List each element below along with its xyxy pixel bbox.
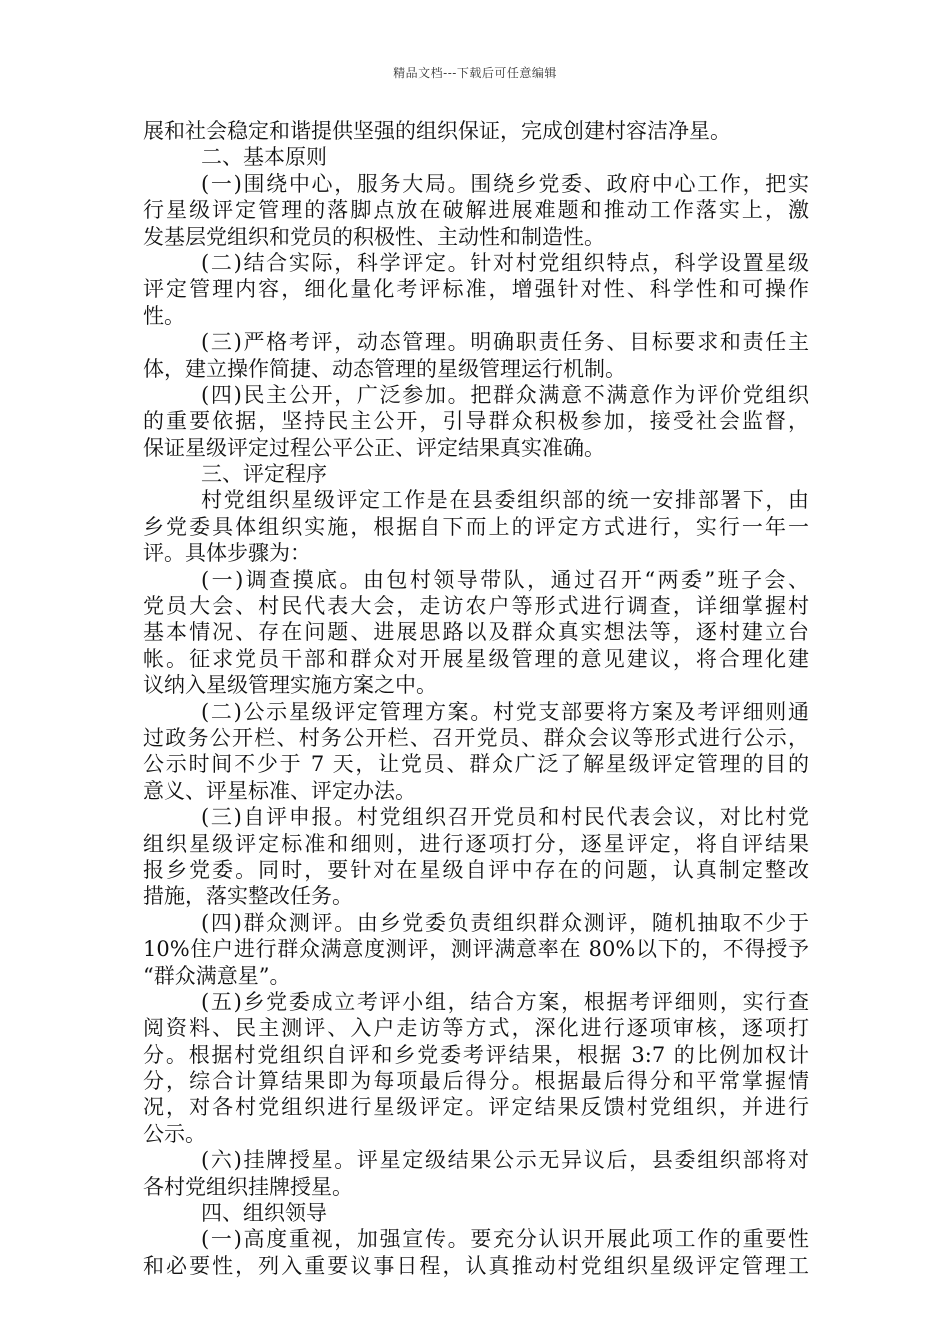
text-line: 报乡党委。同时，要针对在星级自评中存在的问题，认真制定整改 — [143, 857, 809, 882]
text-line: (一)高度重视，加强宣传。要充分认识开展此项工作的重要性 — [201, 1227, 809, 1252]
text-line: 阅资料、民主测评、入户走访等方式，深化进行逐项审核，逐项打 — [143, 1016, 809, 1041]
text-line: 各村党组织挂牌授星。 — [143, 1174, 353, 1199]
text-line: 组织星级评定标准和细则，进行逐项打分，逐星评定，将自评结果 — [143, 831, 809, 856]
text-line: 过政务公开栏、村务公开栏、召开党员、群众会议等形式进行公示， — [143, 725, 809, 750]
text-line: 的重要依据，坚持民主公开，引导群众积极参加，接受社会监督， — [143, 409, 809, 434]
text-line: 帐。征求党员干部和群众对开展星级管理的意见建议，将合理化建 — [143, 646, 809, 671]
text-line: 10%住户进行群众满意度测评，测评满意率在 80%以下的，不得授予 — [143, 937, 809, 962]
text-line: (一)围绕中心，服务大局。围绕乡党委、政府中心工作，把实 — [201, 171, 809, 196]
text-line: (三)自评申报。村党组织召开党员和村民代表会议，对比村党 — [201, 805, 809, 830]
page-header: 精品文档---下载后可任意编辑 — [393, 66, 557, 80]
text-line: (四)群众测评。由乡党委负责组织群众测评，随机抽取不少于 — [201, 910, 809, 935]
text-line: 三、评定程序 — [201, 462, 327, 487]
text-line: 分。根据村党组织自评和乡党委考评结果，根据 3:7 的比例加权计 — [143, 1042, 809, 1067]
text-line: 意义、评星标准、评定办法。 — [143, 778, 416, 803]
text-line: “群众满意星”。 — [143, 963, 291, 988]
text-line: 党员大会、村民代表大会，走访农户等形式进行调查，详细掌握村 — [143, 594, 809, 619]
text-line: 体，建立操作简捷、动态管理的星级管理运行机制。 — [143, 356, 626, 381]
text-line: 公示。 — [143, 1121, 206, 1146]
text-line: (四)民主公开，广泛参加。把群众满意不满意作为评价党组织 — [201, 382, 809, 407]
text-line: 议纳入星级管理实施方案之中。 — [143, 673, 437, 698]
text-line: (二)结合实际，科学评定。针对村党组织特点，科学设置星级 — [201, 250, 809, 275]
text-line: 评。具体步骤为： — [143, 541, 311, 566]
text-line: 展和社会稳定和谐提供坚强的组织保证，完成创建村容洁净星。 — [143, 119, 731, 143]
text-line: 公示时间不少于 7 天，让党员、群众广泛了解星级评定管理的目的 — [143, 752, 809, 777]
text-line: 四、组织领导 — [201, 1201, 327, 1226]
text-line: 发基层党组织和党员的积极性、主动性和制造性。 — [143, 224, 605, 249]
text-line: 基本情况、存在问题、进展思路以及群众真实想法等，逐村建立台 — [143, 620, 809, 645]
text-line: 分，综合计算结果即为每项最后得分。根据最后得分和平常掌握情 — [143, 1069, 809, 1094]
text-line: (三)严格考评，动态管理。明确职责任务、目标要求和责任主 — [201, 330, 809, 355]
text-line: (一)调查摸底。由包村领导带队，通过召开“两委”班子会、 — [201, 567, 809, 592]
text-line: 行星级评定管理的落脚点放在破解进展难题和推动工作落实上，激 — [143, 198, 809, 223]
text-line: 保证星级评定过程公平公正、评定结果真实准确。 — [143, 435, 605, 460]
text-line: 二、基本原则 — [201, 145, 327, 170]
document-body — [143, 118, 809, 1279]
text-line: 性。 — [143, 303, 185, 328]
text-line: (五)乡党委成立考评小组，结合方案，根据考评细则，实行查 — [201, 989, 809, 1014]
text-line: 村党组织星级评定工作是在县委组织部的统一安排部署下，由 — [201, 488, 809, 513]
text-line: 措施，落实整改任务。 — [143, 884, 353, 909]
text-line: 况，对各村党组织进行星级评定。评定结果反馈村党组织，并进行 — [143, 1095, 809, 1120]
text-line: 和必要性，列入重要议事日程，认真推动村党组织星级评定管理工 — [143, 1253, 809, 1278]
text-line: 乡党委具体组织实施，根据自下而上的评定方式进行，实行一年一 — [143, 514, 809, 539]
text-line: (二)公示星级评定管理方案。村党支部要将方案及考评细则通 — [201, 699, 809, 724]
text-line: 评定管理内容，细化量化考评标准，增强针对性、科学性和可操作 — [143, 277, 809, 302]
text-line: (六)挂牌授星。评星定级结果公示无异议后，县委组织部将对 — [201, 1148, 809, 1173]
